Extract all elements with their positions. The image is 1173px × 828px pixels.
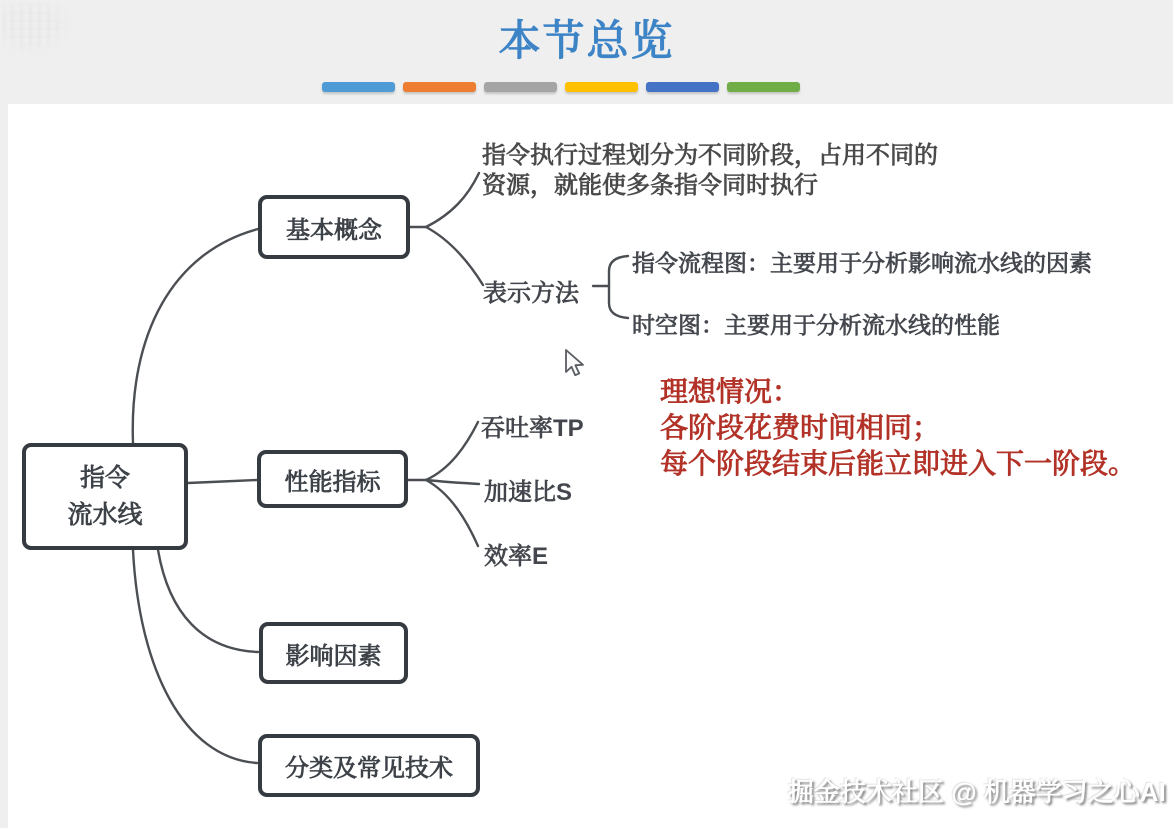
ideal-case-line3: 每个阶段结束后能立即进入下一阶段。 [660,447,1137,480]
mouse-cursor-icon [562,348,588,380]
node-influencing-factors: 影响因素 [259,622,408,684]
item-space-time-diagram: 时空图：主要用于分析流水线的性能 [632,312,1000,338]
site-watermark: 掘金技术社区 @ 机器学习之心AI [788,777,1166,807]
node-basic-concepts: 基本概念 [258,195,410,259]
item-instruction-flowchart: 指令流程图：主要用于分析影响流水线的因素 [632,250,1092,276]
ideal-case-line1: 理想情况： [660,375,801,408]
divider-bar [646,82,719,92]
divider-bar [322,82,395,92]
root-node-instruction-pipeline [22,443,188,550]
basic-concept-description-line2: 资源，就能使多条指令同时执行 [482,172,818,199]
page-title: 本节总览 [498,16,675,65]
title-divider [322,82,800,92]
divider-bar [727,82,800,92]
ideal-case-line2: 各阶段花费时间相同； [660,411,941,444]
root-node-label: 指令 流水线 [67,464,143,529]
node-classification-techniques: 分类及常见技术 [258,734,480,797]
basic-concept-description [482,141,938,201]
divider-bar [403,82,476,92]
divider-bar [484,82,557,92]
item-efficiency-e: 效率E [484,543,549,570]
item-throughput-tp: 吞吐率TP [481,415,584,442]
divider-bar [565,82,638,92]
ideal-case-note [660,374,1136,482]
basic-concept-description-line1: 指令执行过程划分为不同阶段，占用不同的 [482,142,938,169]
label-representation-method: 表示方法 [483,280,579,307]
node-performance-metrics: 性能指标 [257,450,408,508]
item-speedup-s: 加速比S [484,479,573,506]
